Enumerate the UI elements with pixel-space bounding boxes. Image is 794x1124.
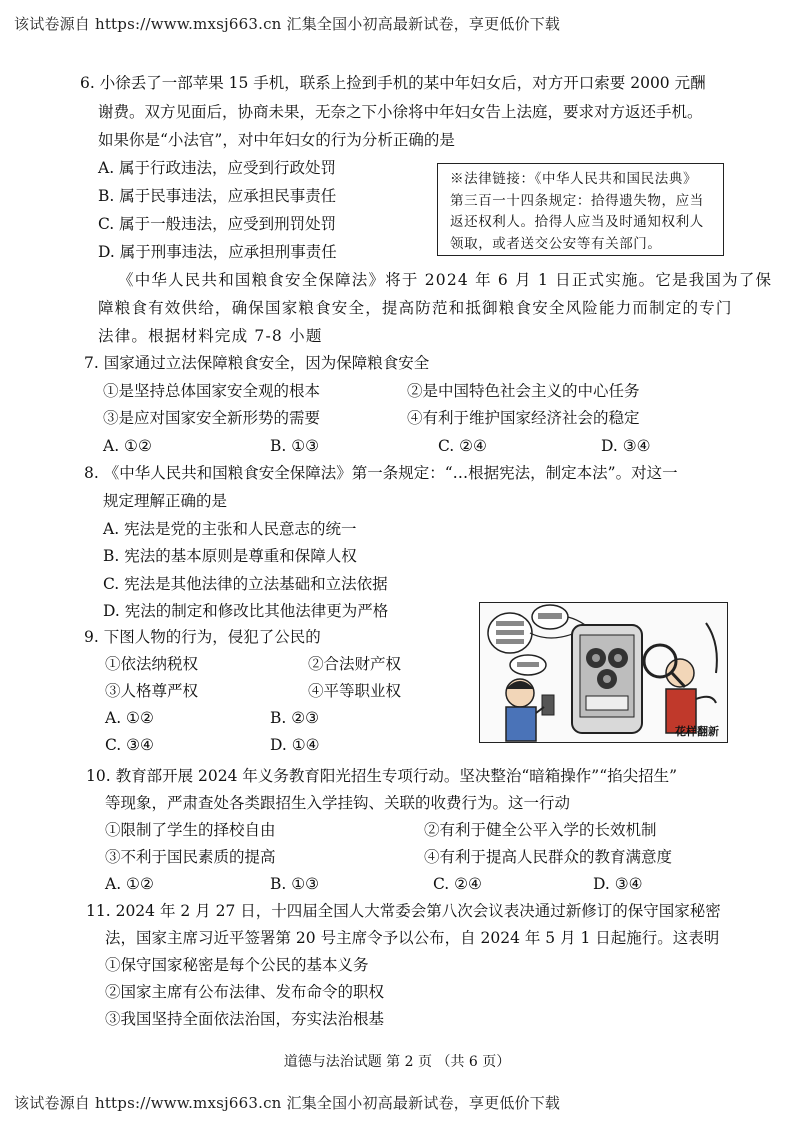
q6-option-d: D. 属于刑事违法，应承担刑事责任: [98, 243, 337, 261]
q8-option-c: C. 宪法是其他法律的立法基础和立法依据: [103, 575, 388, 593]
q10-item-1: ①限制了学生的择校自由: [105, 821, 276, 839]
material-line-3: 法律。根据材料完成 7-8 小题: [98, 327, 323, 345]
q9-item-3: ③人格尊严权: [105, 682, 199, 700]
material-line-1: 《中华人民共和国粮食安全保障法》将于 2024 年 6 月 1 日正式实施。它是我国为了保: [118, 271, 773, 289]
q9-choice-d: D. ①④: [270, 736, 320, 754]
q9-choice-b: B. ②③: [270, 709, 320, 727]
q7-item-2: ②是中国特色社会主义的中心任务: [407, 382, 640, 400]
q7-item-1: ①是坚持总体国家安全观的根本: [103, 382, 321, 400]
q10-choice-c: C. ②④: [433, 875, 482, 893]
q6-option-c: C. 属于一般违法，应受到刑罚处罚: [98, 215, 337, 233]
q10-choice-b: B. ①③: [270, 875, 320, 893]
law-link-line-4: 领取，或者送交公安等有关部门。: [450, 235, 662, 252]
q6-option-a: A. 属于行政违法，应受到行政处罚: [98, 159, 337, 177]
q9-item-4: ④平等职业权: [308, 682, 402, 700]
q10-item-2: ②有利于健全公平入学的长效机制: [424, 821, 657, 839]
q11-line-1: 11. 2024 年 2 月 27 日，十四届全国人大常委会第八次会议表决通过新修订的保守国家秘密: [86, 902, 721, 920]
cartoon-drawing: [480, 603, 728, 743]
q6-option-b: B. 属于民事违法，应承担民事责任: [98, 187, 337, 205]
q11-item-2: ②国家主席有公布法律、发布命令的职权: [105, 983, 385, 1001]
q10-choice-a: A. ①②: [105, 875, 154, 893]
q8-option-b: B. 宪法的基本原则是尊重和保障人权: [103, 547, 357, 565]
q6-line-3: 如果你是“小法官”，对中年妇女的行为分析正确的是: [98, 131, 455, 149]
law-link-line-2: 第三百一十四条规定：拾得遗失物，应当: [450, 192, 704, 209]
q10-choice-d: D. ③④: [593, 875, 643, 893]
q11-line-2: 法，国家主席习近平签署第 20 号主席令予以公布，自 2024 年 5 月 1 日起施行。这表明: [105, 929, 720, 947]
q10-line-2: 等现象，严肃查处各类跟招生入学挂钩、关联的收费行为。这一行动: [105, 794, 571, 812]
q7-item-4: ④有利于维护国家经济社会的稳定: [407, 409, 640, 427]
material-line-2: 障粮食有效供给，确保国家粮食安全，提高防范和抵御粮食安全风险能力而制定的专门: [98, 299, 733, 317]
law-link-line-1: ※法律链接：《中华人民共和国民法典》: [450, 171, 698, 187]
q7-choice-b: B. ①③: [270, 437, 320, 455]
q9-item-1: ①依法纳税权: [105, 655, 199, 673]
q7-choice-d: D. ③④: [601, 437, 651, 455]
q6-line-2: 谢费。双方见面后，协商未果，无奈之下小徐将中年妇女告上法庭，要求对方返还手机。: [98, 103, 703, 121]
q8-line-1: 8. 《中华人民共和国粮食安全保障法》第一条规定：“…根据宪法，制定本法”。对这一: [84, 464, 678, 482]
q7-item-3: ③是应对国家安全新形势的需要: [103, 409, 321, 427]
q9-stem: 9. 下图人物的行为，侵犯了公民的: [84, 628, 321, 646]
q9-choice-c: C. ③④: [105, 736, 154, 754]
q7-choice-a: A. ①②: [103, 437, 152, 455]
q8-line-2: 规定理解正确的是: [103, 492, 228, 510]
source-banner-top: 该试卷源自 https://www.mxsj663.cn 汇集全国小初高最新试卷，享更低价下载: [14, 15, 561, 33]
q6-line-1: 6. 小徐丢了一部苹果 15 手机，联系上捡到手机的某中年妇女后，对方开口索要 2000 元酬: [80, 74, 706, 92]
law-link-line-3: 返还权利人。拾得人应当及时通知权利人: [450, 214, 704, 230]
law-link-box: [437, 163, 724, 256]
cartoon-image: [479, 602, 728, 743]
q10-item-4: ④有利于提高人民群众的教育满意度: [424, 848, 673, 866]
q10-line-1: 10. 教育部开展 2024 年义务教育阳光招生专项行动。坚决整治“暗箱操作”“掐尖招生”: [86, 767, 678, 785]
q8-option-d: D. 宪法的制定和修改比其他法律更为严格: [103, 602, 389, 620]
source-banner-bottom: 该试卷源自 https://www.mxsj663.cn 汇集全国小初高最新试卷，享更低价下载: [14, 1094, 561, 1112]
q10-item-3: ③不利于国民素质的提高: [105, 848, 276, 866]
q8-option-a: A. 宪法是党的主张和人民意志的统一: [103, 520, 357, 538]
page-footer: 道德与法治试题 第 2 页 （共 6 页）: [283, 1054, 511, 1070]
q9-item-2: ②合法财产权: [308, 655, 402, 673]
q7-choice-c: C. ②④: [438, 437, 487, 455]
q9-choice-a: A. ①②: [105, 709, 154, 727]
q11-item-3: ③我国坚持全面依法治国，夯实法治根基: [105, 1010, 385, 1028]
q11-item-1: ①保守国家秘密是每个公民的基本义务: [105, 956, 369, 974]
q7-stem: 7. 国家通过立法保障粮食安全，因为保障粮食安全: [84, 354, 430, 372]
cartoon-caption: 花样翻新: [675, 725, 719, 738]
